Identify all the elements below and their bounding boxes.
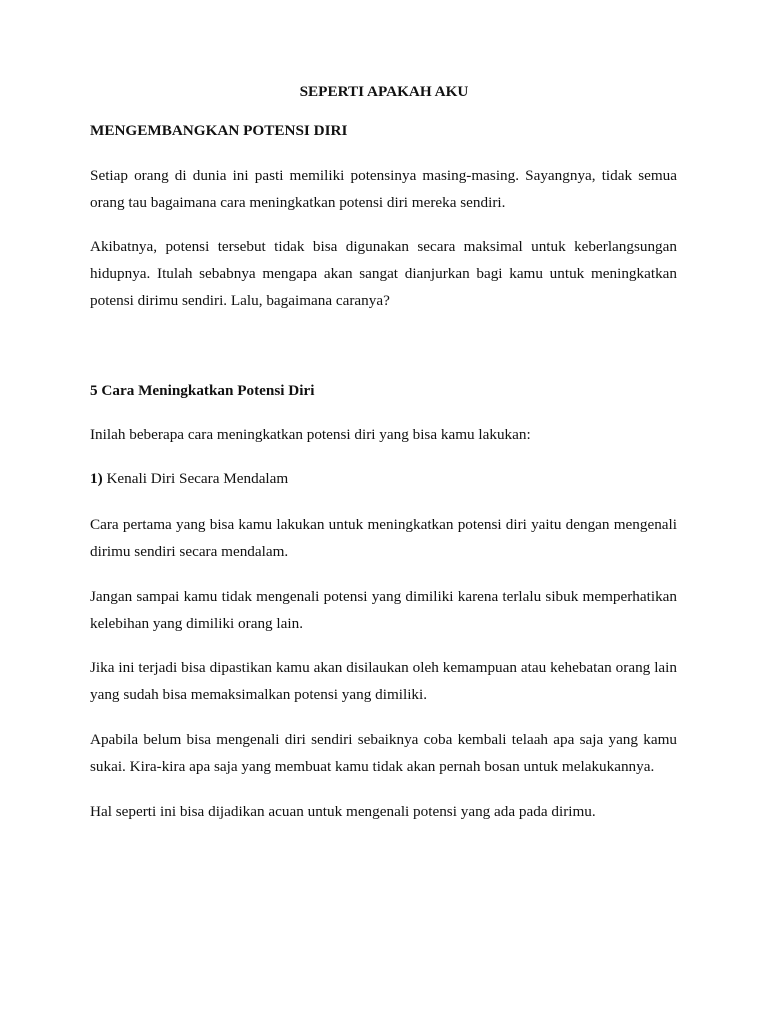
item-paragraph-5: Hal seperti ini bisa dijadikan acuan untuk mengenali potensi yang ada pada dirimu. — [90, 803, 596, 820]
section-heading: MENGEMBANGKAN POTENSI DIRI — [90, 122, 348, 139]
list-item-heading — [90, 465, 677, 492]
item-paragraph-2: Jangan sampai kamu tidak mengenali potensi yang dimiliki karena terlalu sibuk memperhatikan kelebihan yang dimiliki orang lain. — [90, 588, 677, 632]
subheading: 5 Cara Meningkatkan Potensi Diri — [90, 382, 315, 399]
intro-paragraph-2: Akibatnya, potensi tersebut tidak bisa digunakan secara maksimal untuk keberlangsungan hidupnya. Itulah sebabnya mengapa akan sangat dianjurkan bagi kamu untuk meningkatkan potensi dirimu sendiri. Lalu, bagaimana caranya? — [90, 238, 677, 309]
item-paragraph-4: Apabila belum bisa mengenali diri sendiri sebaiknya coba kembali telaah apa saja yang kamu sukai. Kira-kira apa saja yang membuat kamu tidak akan pernah bosan untuk melakukannya. — [90, 731, 677, 775]
document-title: SEPERTI APAKAH AKU — [299, 83, 469, 100]
list-item-title: Kenali Diri Secara Mendalam — [106, 470, 289, 487]
item-paragraph-3: Jika ini terjadi bisa dipastikan kamu akan disilaukan oleh kemampuan atau kehebatan orang lain yang sudah bisa memaksimalkan potensi yang dimiliki. — [90, 659, 677, 703]
intro-paragraph-1: Setiap orang di dunia ini pasti memiliki potensinya masing-masing. Sayangnya, tidak semua orang tau bagaimana cara meningkatkan potensi diri mereka sendiri. — [90, 167, 677, 211]
list-item-number: 1) — [90, 470, 103, 487]
lead-in-paragraph: Inilah beberapa cara meningkatkan potensi diri yang bisa kamu lakukan: — [90, 426, 531, 443]
item-paragraph-1: Cara pertama yang bisa kamu lakukan untuk meningkatkan potensi diri yaitu dengan mengenali dirimu sendiri secara mendalam. — [90, 516, 677, 560]
